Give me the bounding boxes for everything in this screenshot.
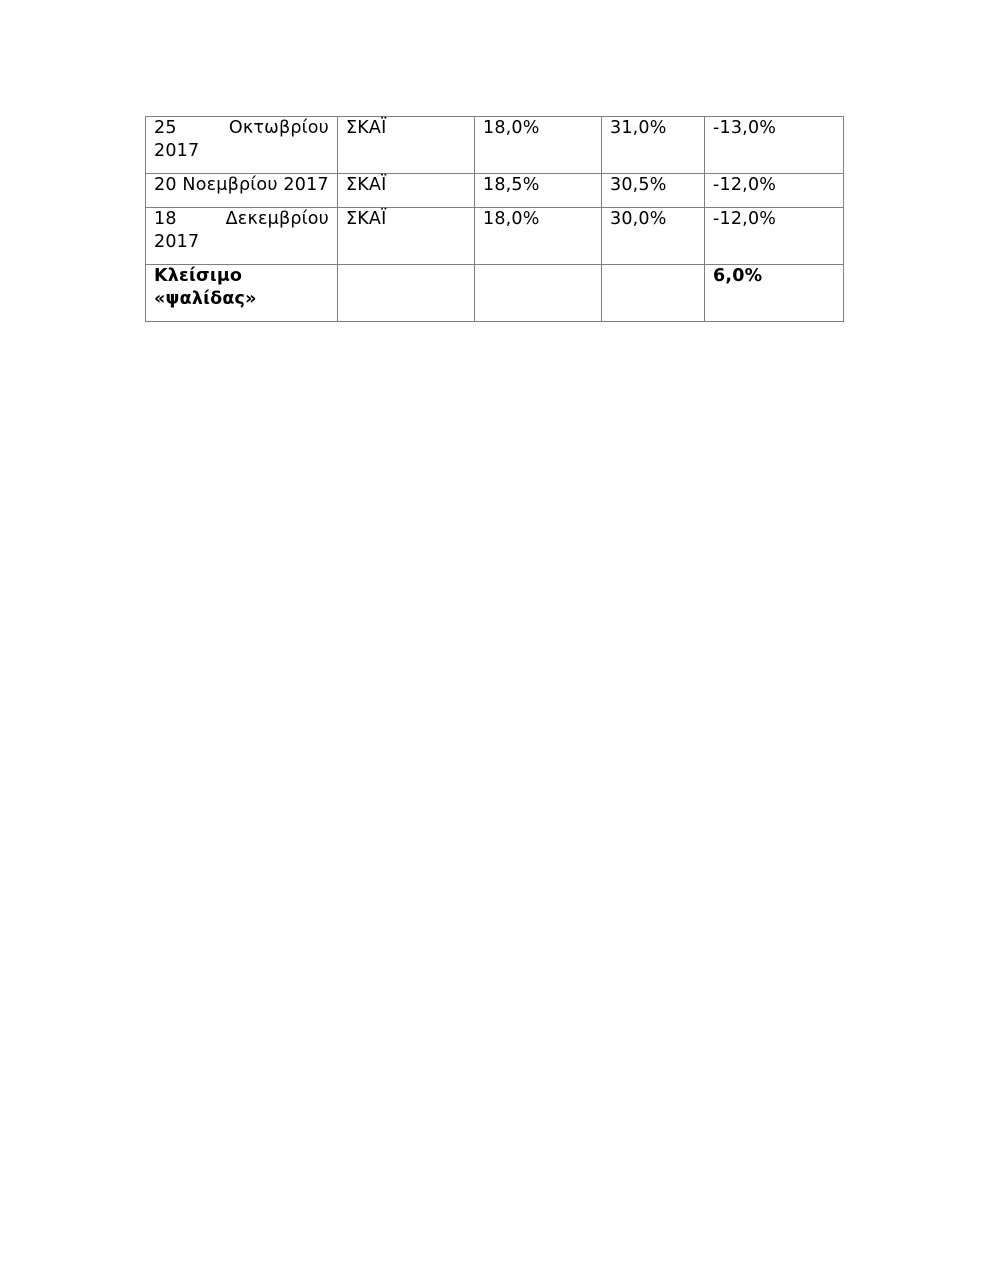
source-cell: ΣΚΑΪ	[338, 174, 475, 208]
total-diff-cell: 6,0%	[705, 265, 844, 322]
table-row	[146, 208, 844, 265]
total-value-a-cell	[475, 265, 602, 322]
poll-table	[145, 116, 844, 322]
total-row	[146, 265, 844, 322]
value-b-cell: 31,0%	[602, 117, 705, 174]
value-b-cell: 30,0%	[602, 208, 705, 265]
value-a-cell: 18,0%	[475, 117, 602, 174]
diff-cell: -12,0%	[705, 174, 844, 208]
value-a-cell: 18,5%	[475, 174, 602, 208]
total-value-b-cell	[602, 265, 705, 322]
date-cell: 18 Δεκεμβρίου 2017	[146, 208, 338, 265]
total-source-cell	[338, 265, 475, 322]
diff-cell: -12,0%	[705, 208, 844, 265]
table-row	[146, 174, 844, 208]
value-a-cell: 18,0%	[475, 208, 602, 265]
source-cell: ΣΚΑΪ	[338, 208, 475, 265]
value-b-cell: 30,5%	[602, 174, 705, 208]
total-label-cell: Κλείσιμο «ψαλίδας»	[146, 265, 338, 322]
date-cell: 20 Νοεμβρίου 2017	[146, 174, 338, 208]
date-cell: 25 Οκτωβρίου 2017	[146, 117, 338, 174]
diff-cell: -13,0%	[705, 117, 844, 174]
source-cell: ΣΚΑΪ	[338, 117, 475, 174]
table-row	[146, 117, 844, 174]
